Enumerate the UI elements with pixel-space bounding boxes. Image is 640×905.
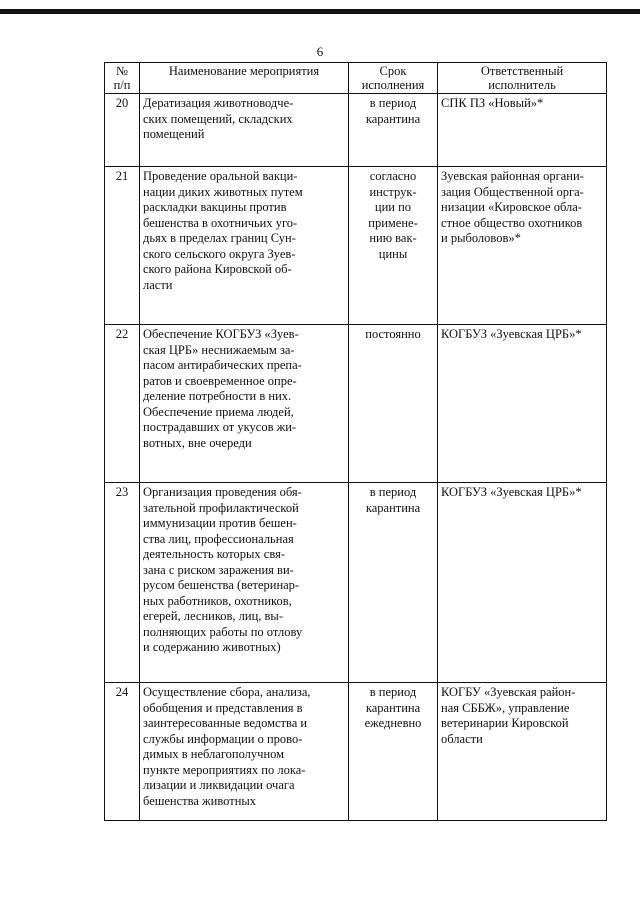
scan-top-border <box>0 9 640 14</box>
header-term: Срок исполнения <box>349 63 438 94</box>
row-num: 22 <box>105 325 140 483</box>
table-row <box>105 167 607 325</box>
table-header-row <box>105 63 607 94</box>
measures-table <box>104 62 607 821</box>
row-responsible: КОГБУЗ «Зуевская ЦРБ»* <box>438 325 607 483</box>
header-name: Наименование мероприятия <box>140 63 349 94</box>
row-name: Проведение оральной вакци- нации диких животных путем раскладки вакцины против бешенства в охотничьих уго- дьях в пределах границ Сун- ского сельского округа Зуев- ского района Кировской об- ласти <box>140 167 349 325</box>
row-name: Обеспечение КОГБУЗ «Зуев- ская ЦРБ» неснижаемым за- пасом антирабических препа- ратов и своевременное опре- деление потребности в них. Обеспечение приема людей, пострадавших от укусов жи- вотных, вне очереди <box>140 325 349 483</box>
table-row <box>105 94 607 167</box>
table-row <box>105 325 607 483</box>
row-term: в период карантина ежедневно <box>349 683 438 821</box>
row-term: в период карантина <box>349 94 438 167</box>
row-term: в период карантина <box>349 483 438 683</box>
row-num: 21 <box>105 167 140 325</box>
table-row <box>105 683 607 821</box>
row-num: 24 <box>105 683 140 821</box>
row-name: Дератизация животноводче- ских помещений, складских помещений <box>140 94 349 167</box>
row-num: 20 <box>105 94 140 167</box>
row-term: постоянно <box>349 325 438 483</box>
row-term: согласно инструк- ции по примене- нию вак- цины <box>349 167 438 325</box>
row-name: Организация проведения обя- зательной профилактической иммунизации против бешен- ства лиц, профессиональная деятельность которых свя- зана с риском заражения ви- русом бешенства (ветеринар- ных работников, охотников, егерей, лесников, лиц, вы- полняющих работы по отлову и содержанию животных) <box>140 483 349 683</box>
header-num: № п/п <box>105 63 140 94</box>
table-row <box>105 483 607 683</box>
row-responsible: СПК ПЗ «Новый»* <box>438 94 607 167</box>
page-number: 6 <box>316 44 324 59</box>
row-responsible: КОГБУЗ «Зуевская ЦРБ»* <box>438 483 607 683</box>
row-responsible: Зуевская районная органи- зация Общественной орга- низации «Кировское обла- стное общество охотников и рыболовов»* <box>438 167 607 325</box>
row-responsible: КОГБУ «Зуевская район- ная СББЖ», управление ветеринарии Кировской области <box>438 683 607 821</box>
row-name: Осуществление сбора, анализа, обобщения и представления в заинтересованные ведомства и службы информации о прово- димых в неблагополучном пункте мероприятиях по лока- лизации и ликвидации очага бешенства животных <box>140 683 349 821</box>
header-responsible: Ответственный исполнитель <box>438 63 607 94</box>
row-num: 23 <box>105 483 140 683</box>
